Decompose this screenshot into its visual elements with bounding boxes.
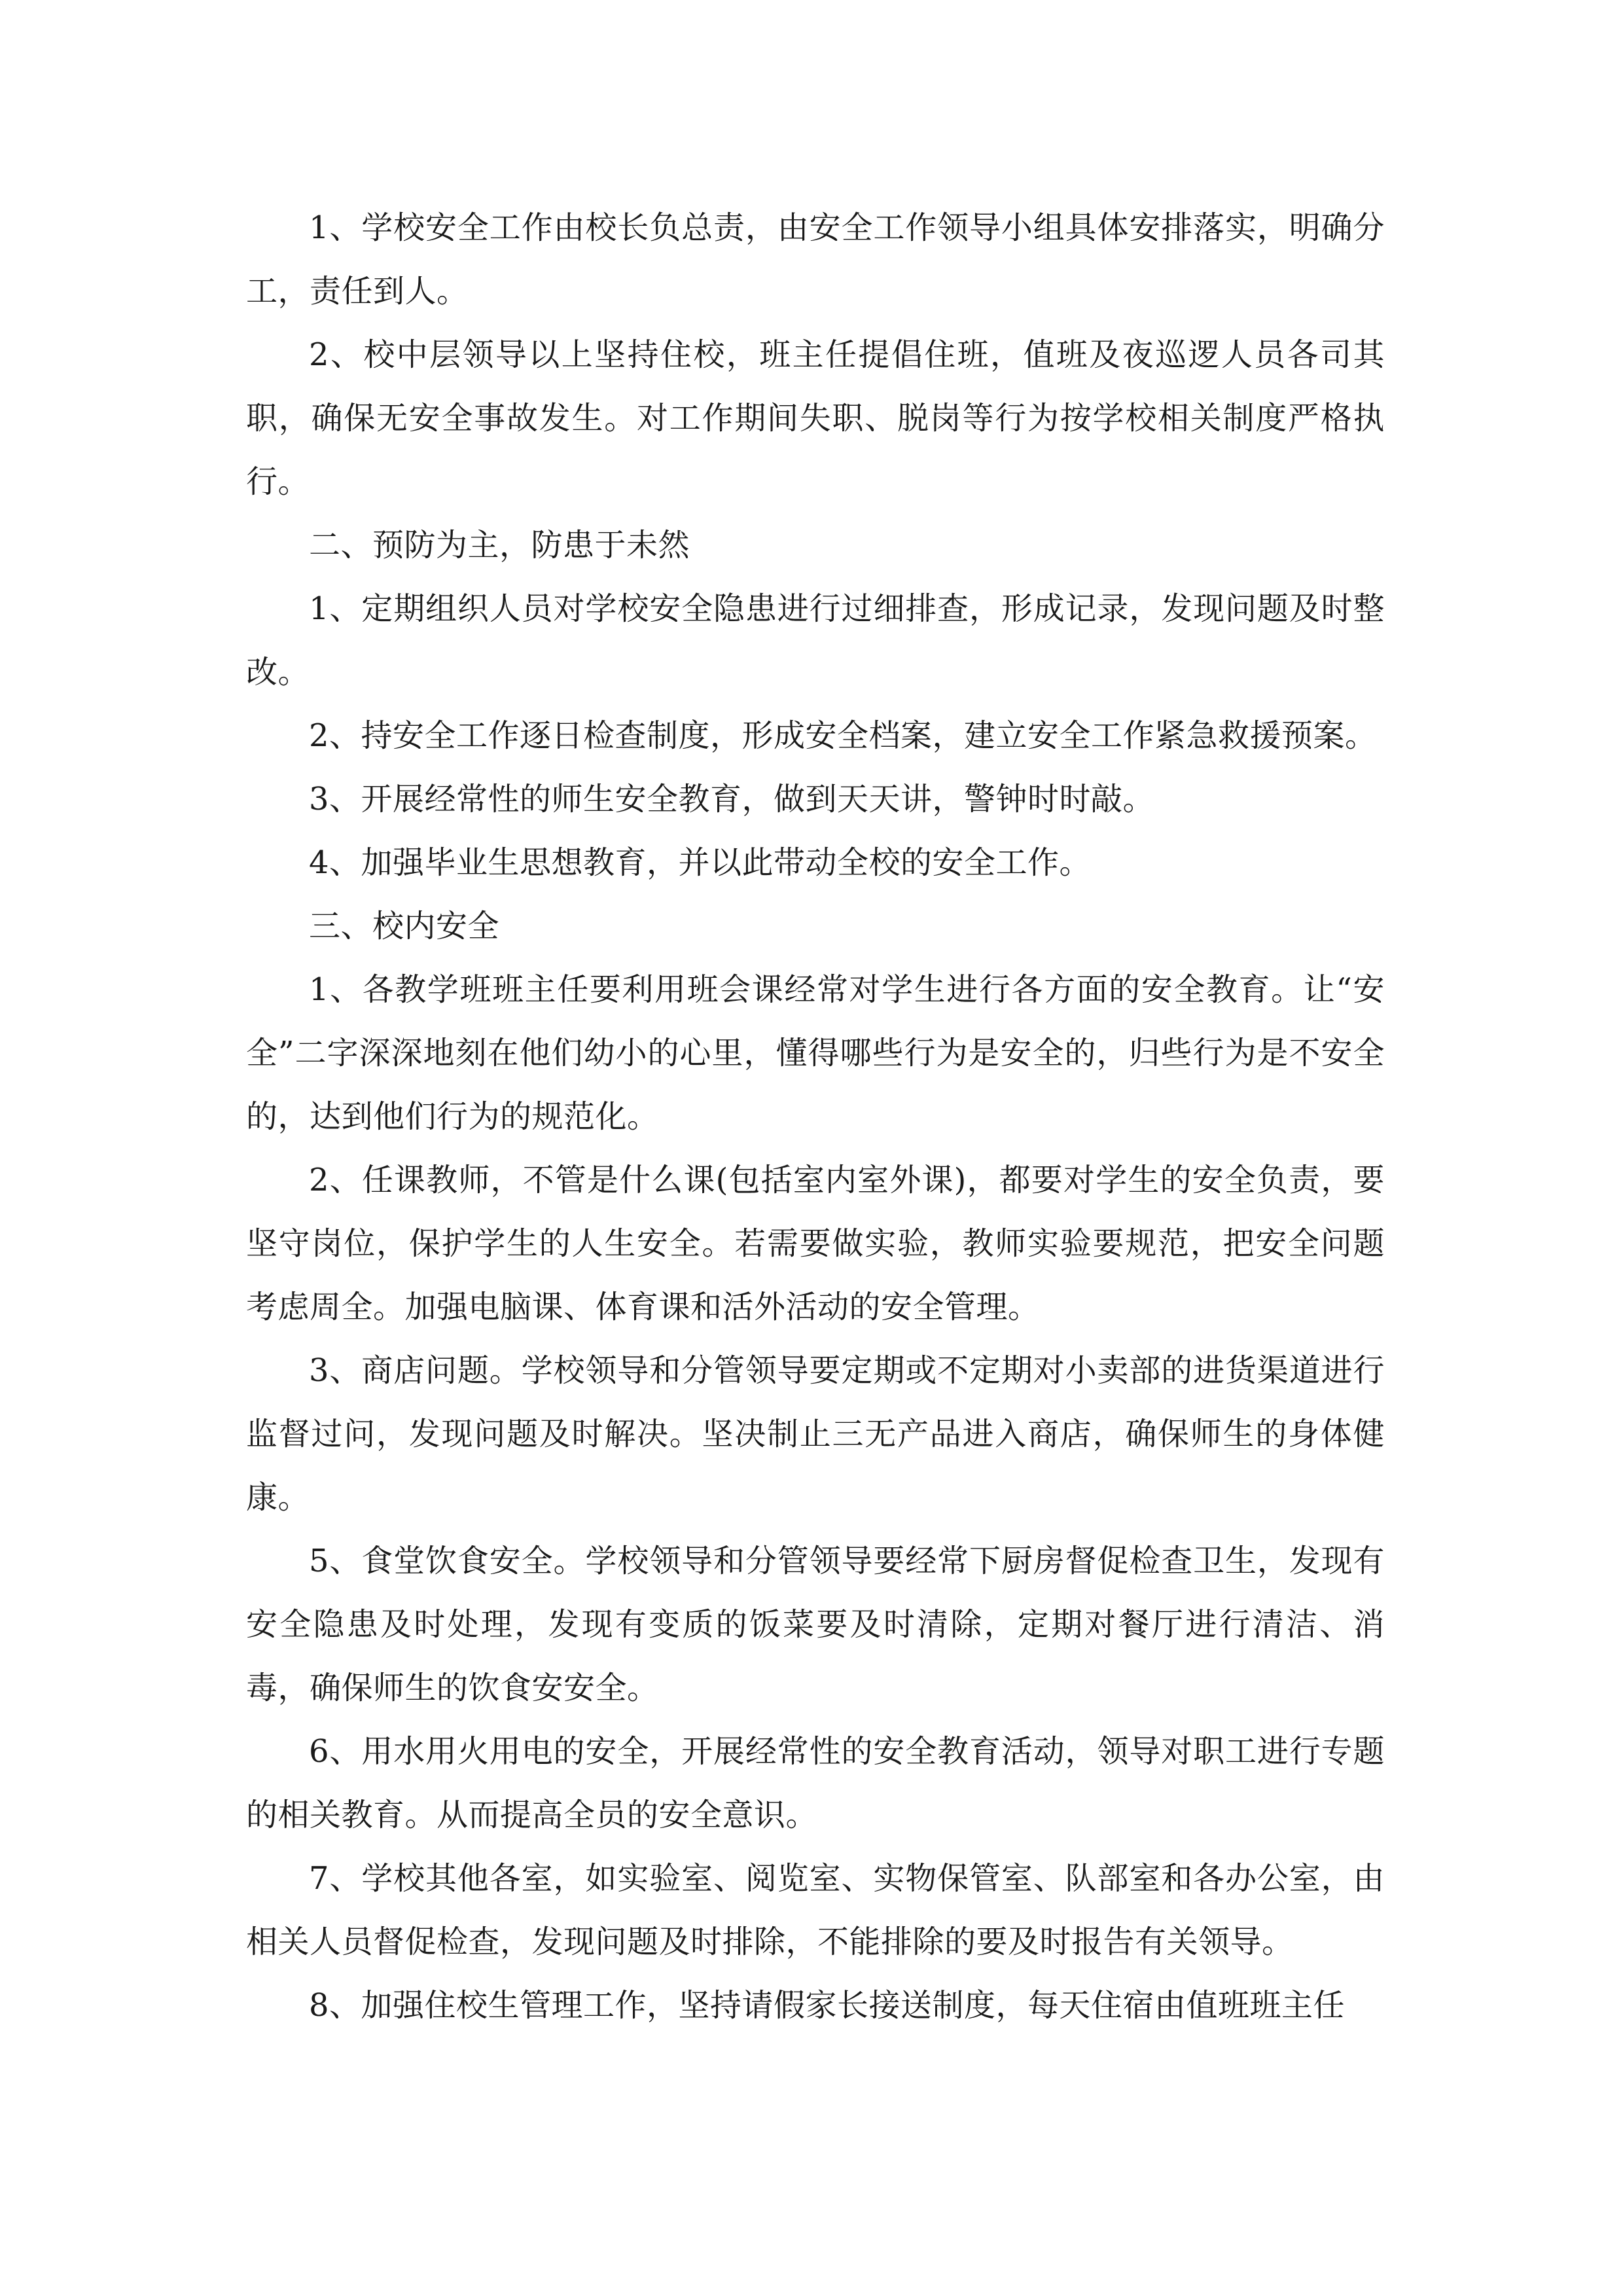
paragraph-2: 2、校中层领导以上坚持住校，班主任提倡住班，值班及夜巡逻人员各司其职，确保无安全事故发生。对工作期间失职、脱岗等行为按学校相关制度严格执行。 bbox=[246, 336, 1385, 500]
paragraph-10: 5、食堂饮食安全。学校领导和分管领导要经常下厨房督促检查卫生，发现有安全隐患及时处理，发现有变质的饭菜要及时清除，定期对餐厅进行清洁、消毒，确保师生的饮食安安全。 bbox=[246, 1543, 1385, 1706]
paragraph-7: 1、各教学班班主任要利用班会课经常对学生进行各方面的安全教育。让“安全”二字深深地刻在他们幼小的心里，懂得哪些行为是安全的，归些行为是不安全的，达到他们行为的规范化。 bbox=[246, 971, 1385, 1135]
paragraph-13: 8、加强住校生管理工作，坚持请假家长接送制度，每天住宿由值班班主任 bbox=[309, 1987, 1346, 2024]
section-heading-2: 二、预防为主，防患于未然 bbox=[309, 527, 690, 564]
document-body bbox=[246, 196, 1385, 2037]
paragraph-3: 1、定期组织人员对学校安全隐患进行过细排查，形成记录，发现问题及时整改。 bbox=[246, 590, 1385, 691]
paragraph-8: 2、任课教师，不管是什么课(包括室内室外课)，都要对学生的安全负责，要坚守岗位，保护学生的人生安全。若需要做实验，教师实验要规范，把安全问题考虑周全。加强电脑课、体育课和活外活动的安全管理。 bbox=[246, 1162, 1385, 1325]
paragraph-6: 4、加强毕业生思想教育，并以此带动全校的安全工作。 bbox=[309, 844, 1092, 881]
paragraph-9: 3、商店问题。学校领导和分管领导要定期或不定期对小卖部的进货渠道进行监督过问，发现问题及时解决。坚决制止三无产品进入商店，确保师生的身体健康。 bbox=[246, 1352, 1385, 1516]
paragraph-1: 1、学校安全工作由校长负总责，由安全工作领导小组具体安排落实，明确分工，责任到人。 bbox=[246, 209, 1385, 310]
section-heading-3: 三、校内安全 bbox=[309, 908, 500, 944]
paragraph-11: 6、用水用火用电的安全，开展经常性的安全教育活动，领导对职工进行专题的相关教育。从而提高全员的安全意识。 bbox=[246, 1733, 1385, 1833]
paragraph-4: 2、持安全工作逐日检查制度，形成安全档案，建立安全工作紧急救援预案。 bbox=[309, 717, 1377, 754]
paragraph-5: 3、开展经常性的师生安全教育，做到天天讲，警钟时时敲。 bbox=[309, 781, 1155, 817]
paragraph-12: 7、学校其他各室，如实验室、阅览室、实物保管室、队部室和各办公室，由相关人员督促检查，发现问题及时排除，不能排除的要及时报告有关领导。 bbox=[246, 1860, 1385, 1960]
